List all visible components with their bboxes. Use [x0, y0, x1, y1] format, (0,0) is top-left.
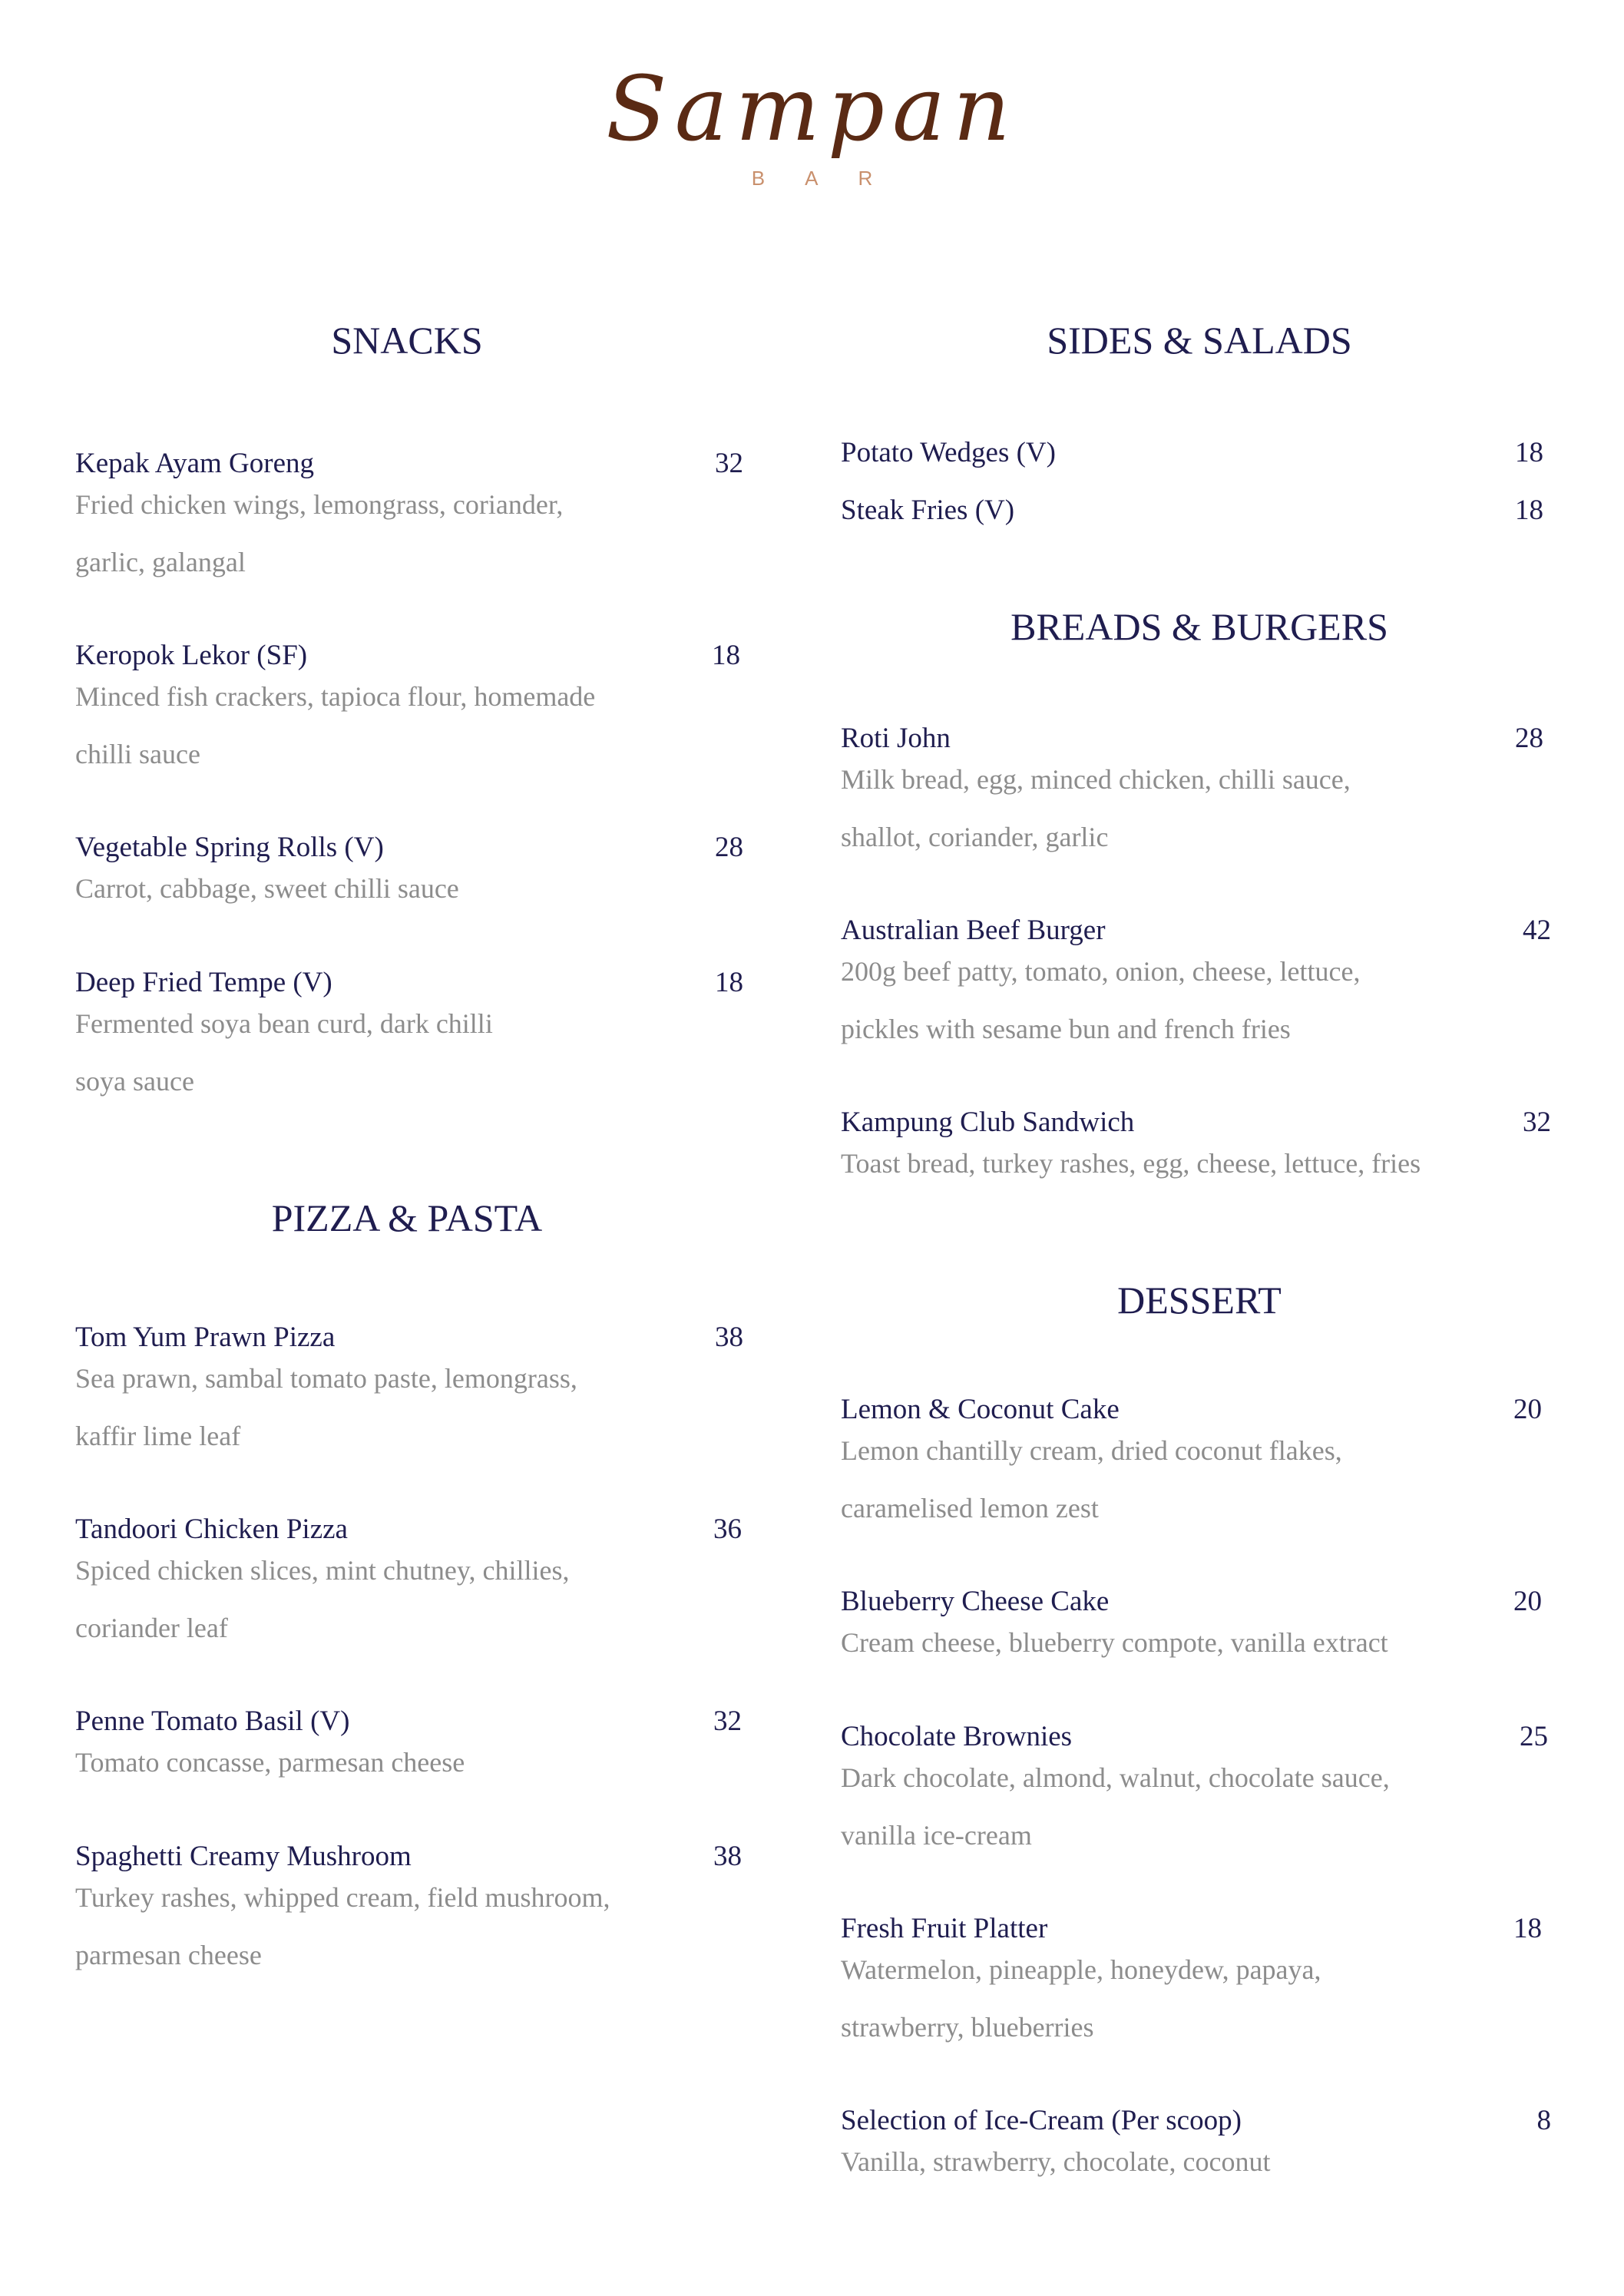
menu-item-price: 18 [1515, 437, 1543, 468]
menu-item-name: Vegetable Spring Rolls (V) [75, 832, 384, 863]
menu-item-name: Deep Fried Tempe (V) [75, 967, 332, 998]
description-line: Tomato concasse, parmesan cheese [75, 1747, 465, 1778]
menu-item-description [75, 1542, 570, 1657]
menu-item-name: Spaghetti Creamy Mushroom [75, 1841, 412, 1872]
menu-item-description [75, 860, 459, 918]
menu-item-description [75, 1734, 465, 1791]
menu-item-price: 38 [713, 1841, 742, 1872]
description-line: 200g beef patty, tomato, onion, cheese, lettuce, [841, 956, 1361, 987]
description-line: Vanilla, strawberry, chocolate, coconut [841, 2146, 1271, 2177]
section-title-sides-and-salads: SIDES & SALADS [1047, 319, 1352, 362]
description-line: parmesan cheese [75, 1940, 262, 1970]
menu-item-price: 8 [1536, 2105, 1551, 2136]
menu-item-description [75, 668, 595, 783]
brand-name: Sampan [606, 58, 1018, 161]
section-title-snacks: SNACKS [331, 319, 483, 362]
menu-item-price: 18 [1515, 495, 1543, 526]
menu-item-price: 32 [715, 448, 743, 479]
description-line: Toast bread, turkey rashes, egg, cheese, lettuce, fries [841, 1148, 1421, 1179]
menu-item-description [841, 1614, 1388, 1672]
menu-item-name: Tandoori Chicken Pizza [75, 1514, 348, 1545]
description-line: Watermelon, pineapple, honeydew, papaya, [841, 1954, 1321, 1985]
section-title-dessert: DESSERT [1117, 1279, 1282, 1322]
menu-item-name: Selection of Ice-Cream (Per scoop) [841, 2105, 1242, 2136]
description-line: Fried chicken wings, lemongrass, coriander, [75, 489, 564, 520]
description-line: Cream cheese, blueberry compote, vanilla extract [841, 1627, 1388, 1658]
description-line: pickles with sesame bun and french fries [841, 1014, 1291, 1044]
menu-item-name: Potato Wedges (V) [841, 437, 1056, 468]
menu-item-description [841, 943, 1360, 1058]
description-line: kaffir lime leaf [75, 1421, 241, 1451]
description-line: garlic, galangal [75, 547, 246, 577]
menu-item-price: 18 [712, 640, 740, 671]
menu-item-price: 32 [1523, 1107, 1551, 1138]
menu-item-description [75, 1350, 577, 1465]
description-line: Lemon chantilly cream, dried coconut flakes, [841, 1435, 1342, 1466]
description-line: Turkey rashes, whipped cream, field mushroom, [75, 1882, 610, 1913]
menu-item-description [75, 1869, 610, 1984]
menu-item-description [841, 1422, 1342, 1537]
menu-item-price: 20 [1513, 1586, 1542, 1617]
menu-item-name: Australian Beef Burger [841, 915, 1106, 946]
description-line: caramelised lemon zest [841, 1493, 1099, 1523]
description-line: soya sauce [75, 1066, 194, 1097]
menu-item-price: 18 [1513, 1913, 1542, 1944]
section-title-breads-and-burgers: BREADS & BURGERS [1010, 605, 1388, 648]
menu-item-name: Blueberry Cheese Cake [841, 1586, 1110, 1617]
menu-item-description [841, 2133, 1270, 2191]
description-line: Spiced chicken slices, mint chutney, chillies, [75, 1555, 570, 1586]
brand-logo [0, 58, 1624, 190]
menu-item-name: Lemon & Coconut Cake [841, 1394, 1120, 1425]
menu-item-name: Kampung Club Sandwich [841, 1107, 1135, 1138]
menu-item-name: Roti John [841, 723, 951, 754]
description-line: strawberry, blueberries [841, 2012, 1094, 2043]
menu-item-description [841, 1941, 1321, 2056]
description-line: coriander leaf [75, 1613, 228, 1643]
menu-item-price: 28 [715, 832, 743, 863]
description-line: shallot, coriander, garlic [841, 822, 1109, 852]
menu-item-price: 32 [713, 1705, 742, 1737]
menu-item-name: Steak Fries (V) [841, 495, 1015, 526]
menu-item-description [75, 995, 493, 1110]
menu-item-name: Keropok Lekor (SF) [75, 640, 308, 671]
menu-item-name: Tom Yum Prawn Pizza [75, 1322, 336, 1353]
section-title-pizza-and-pasta: PIZZA & PASTA [271, 1196, 543, 1239]
description-line: Carrot, cabbage, sweet chilli sauce [75, 873, 459, 904]
menu-item-price: 25 [1520, 1721, 1548, 1752]
menu-item-price: 20 [1513, 1394, 1542, 1425]
menu-item-name: Chocolate Brownies [841, 1721, 1073, 1752]
description-line: Sea prawn, sambal tomato paste, lemongrass, [75, 1363, 577, 1394]
description-line: Milk bread, egg, minced chicken, chilli sauce, [841, 764, 1351, 795]
description-line: vanilla ice-cream [841, 1820, 1032, 1851]
description-line: Fermented soya bean curd, dark chilli [75, 1008, 493, 1039]
menu-item-name: Fresh Fruit Platter [841, 1913, 1048, 1944]
brand-subtitle: BAR [751, 167, 913, 190]
menu-item-name: Kepak Ayam Goreng [75, 448, 315, 479]
menu-item-description [841, 1135, 1421, 1193]
menu-item-description [75, 476, 563, 591]
menu-item-price: 42 [1523, 915, 1551, 946]
menu-item-description [841, 751, 1351, 866]
description-line: Minced fish crackers, tapioca flour, homemade [75, 681, 596, 712]
menu-item-price: 36 [713, 1514, 742, 1545]
description-line: Dark chocolate, almond, walnut, chocolate sauce, [841, 1762, 1390, 1793]
description-line: chilli sauce [75, 739, 200, 769]
menu-item-description [841, 1749, 1390, 1864]
menu-item-price: 18 [715, 967, 743, 998]
menu-item-name: Penne Tomato Basil (V) [75, 1705, 350, 1737]
menu-item-price: 38 [715, 1322, 743, 1353]
menu-item-price: 28 [1515, 723, 1543, 754]
